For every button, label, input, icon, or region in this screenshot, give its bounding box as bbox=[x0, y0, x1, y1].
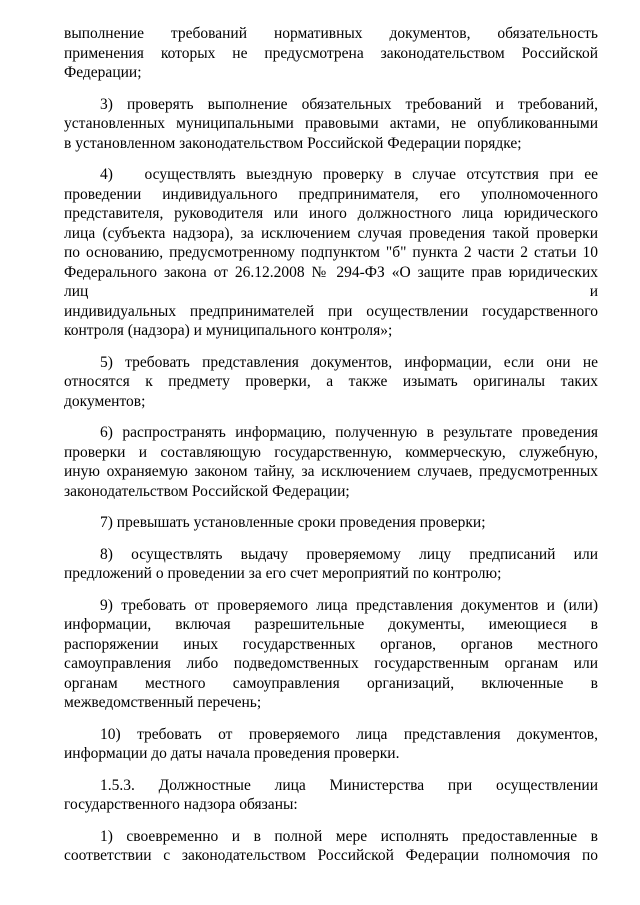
text-line: 6) распространять информацию, полученную в результате проведения bbox=[100, 424, 598, 441]
text-line: законодательством Российской Федерации; bbox=[64, 482, 350, 500]
text-line: лиц и bbox=[64, 283, 598, 300]
text-line: Федерации; bbox=[64, 64, 142, 81]
text-line: 10) требовать от проверяемого лица представления документов, bbox=[100, 725, 598, 743]
text-line: 4) осуществлять выездную проверку в случае отсутствия при ее bbox=[100, 166, 598, 183]
text-line: в установленном законодательством Российской Федерации порядке; bbox=[64, 134, 522, 152]
paragraph-item-5 bbox=[64, 353, 598, 412]
text-line: 7) превышать установленные сроки проведения проверки; bbox=[100, 514, 486, 531]
text-line: относятся к предмету проверки, а также изымать оригиналы таких bbox=[64, 373, 598, 390]
text-line: 1.5.3. Должностные лица Министерства при осуществлении bbox=[100, 776, 598, 794]
text-line: предложений о проведении за его счет мероприятий по контролю; bbox=[64, 565, 502, 582]
text-line: Федерального закона от 26.12.2008 № 294-ФЗ «О защите прав юридических bbox=[64, 263, 598, 281]
paragraph-item-8 bbox=[64, 545, 598, 584]
text-line: распоряжении иных государственных органов, органов местного bbox=[64, 635, 598, 653]
text-line: информации, включая разрешительные документы, имеющиеся в bbox=[64, 616, 598, 633]
text-line: представителя, руководителя или иного должностного лица юридического bbox=[64, 205, 598, 222]
text-line: документов; bbox=[64, 392, 146, 410]
text-line: 5) требовать представления документов, информации, если они не bbox=[100, 353, 598, 371]
text-line: 8) осуществлять выдачу проверяемому лицу предписаний или bbox=[100, 545, 598, 563]
text-line: межведомственный перечень; bbox=[64, 694, 262, 711]
text-line: государственного надзора обязаны: bbox=[64, 796, 298, 813]
paragraph-item-4 bbox=[64, 165, 598, 341]
text-line: проверки и составляющую государственную, коммерческую, служебную, bbox=[64, 443, 598, 461]
paragraph-item-10 bbox=[64, 725, 598, 764]
text-line: самоуправления либо подведомственных государственным органам или bbox=[64, 655, 598, 672]
text-line: выполнение требований нормативных документов, обязательность bbox=[64, 25, 598, 42]
text-line: органам местного самоуправления организаций, включенные в bbox=[64, 674, 598, 692]
paragraph-section-1-5-3 bbox=[64, 776, 598, 815]
text-line: установленных муниципальными правовыми актами, не опубликованными bbox=[64, 115, 598, 132]
paragraph-item-9 bbox=[64, 596, 598, 713]
text-line: информации до даты начала проведения проверки. bbox=[64, 745, 400, 762]
text-line: 3) проверять выполнение обязательных требований и требований, bbox=[100, 95, 598, 113]
text-line: индивидуальных предпринимателей при осуществлении государственного bbox=[64, 302, 598, 320]
paragraph-item-6 bbox=[64, 423, 598, 501]
text-line: иную охраняемую законом тайну, за исключением случаев, предусмотренных bbox=[64, 463, 598, 480]
paragraph-item-7 bbox=[64, 513, 598, 533]
paragraph-duty-1 bbox=[64, 827, 598, 866]
document-page bbox=[64, 24, 598, 878]
paragraph-continuation bbox=[64, 24, 598, 83]
paragraph-item-3 bbox=[64, 95, 598, 154]
text-line: проведении индивидуального предпринимателя, его уполномоченного bbox=[64, 185, 598, 203]
text-line: по основанию, предусмотренному подпунктом "б" пункта 2 части 2 статьи 10 bbox=[64, 244, 598, 261]
text-line: лица (субъекта надзора), за исключением случая проведения такой проверки bbox=[64, 224, 598, 242]
text-line: 1) своевременно и в полной мере исполнять предоставленные в bbox=[100, 827, 598, 845]
text-line: соответствии с законодательством Российской Федерации полномочия по bbox=[64, 847, 598, 864]
text-line: применения которых не предусмотрена законодательством Российской bbox=[64, 44, 598, 62]
text-line: 9) требовать от проверяемого лица представления документов и (или) bbox=[100, 596, 598, 614]
text-line: контроля (надзора) и муниципального контроля»; bbox=[64, 322, 393, 339]
